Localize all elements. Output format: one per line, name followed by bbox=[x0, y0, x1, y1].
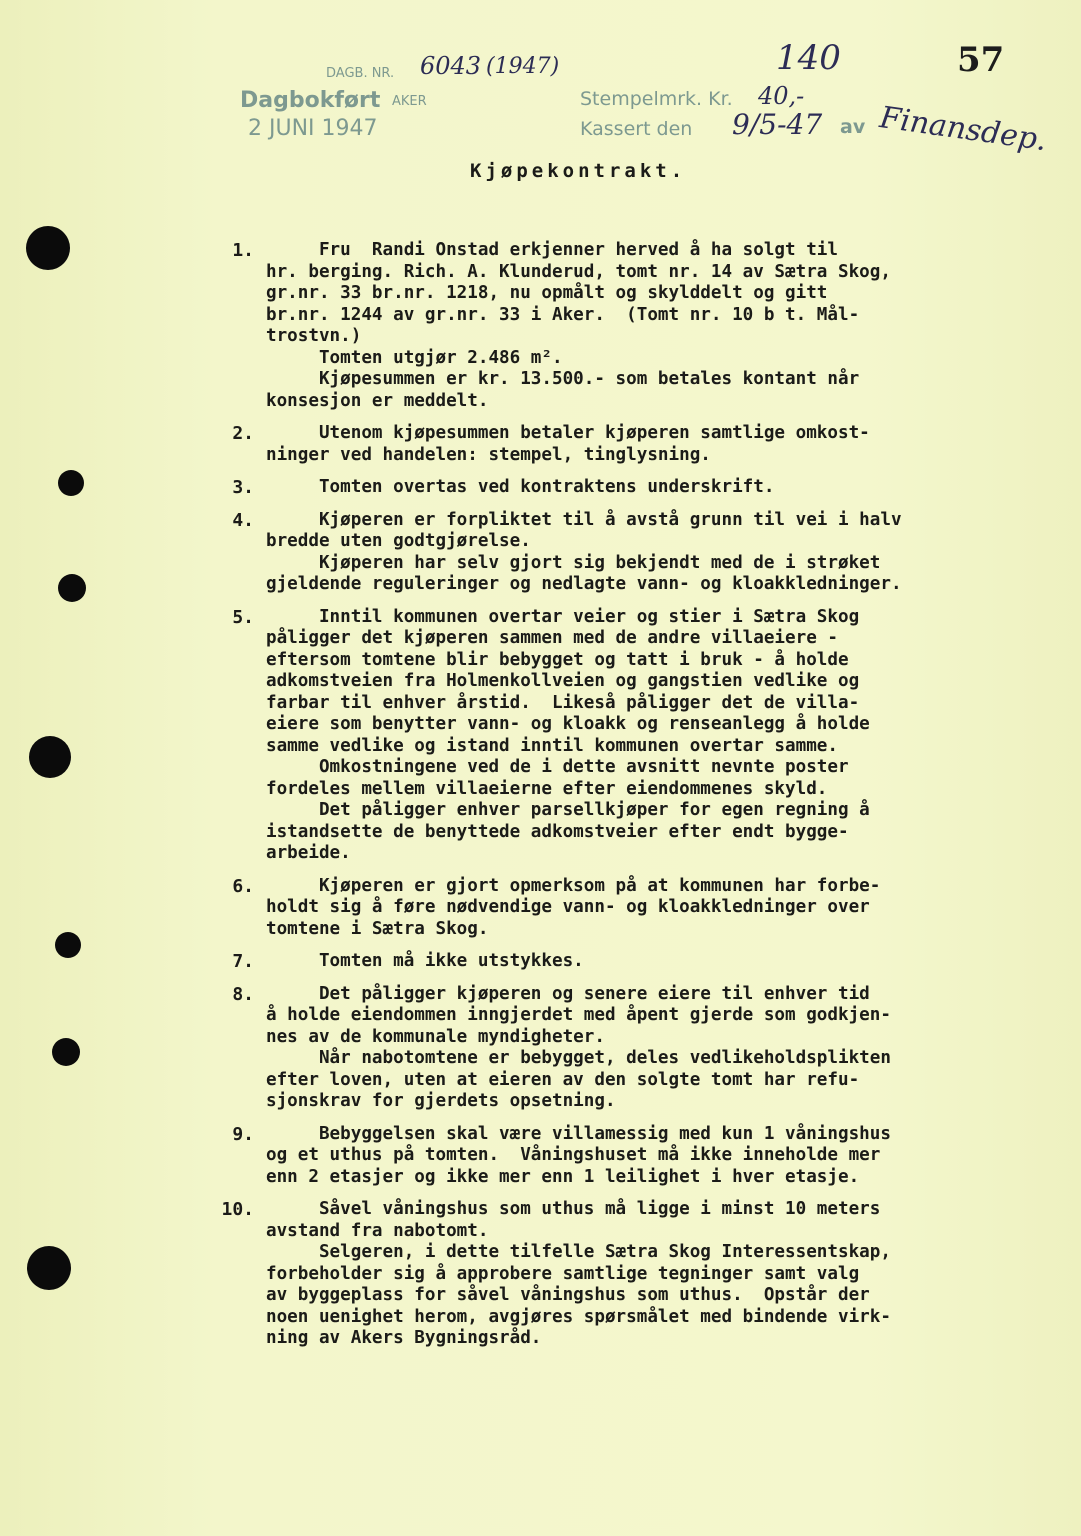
clause-number: 1. bbox=[232, 240, 254, 261]
clause-10 bbox=[0, 1199, 1081, 1350]
clause-number: 5. bbox=[232, 606, 254, 628]
clause-line: forbeholder sig å approbere samtlige tegninger samt valg bbox=[266, 1263, 860, 1284]
clause-line: gr.nr. 33 br.nr. 1218, nu opmålt og skylddelt og gitt bbox=[266, 283, 828, 303]
clause-line: konsesjon er meddelt. bbox=[266, 390, 489, 411]
date-stamp: 2 JUNI 1947 bbox=[248, 116, 378, 141]
clause-number: 7. bbox=[232, 951, 254, 972]
contract-title: Kjøpekontrakt. bbox=[470, 160, 687, 182]
clause-line: Det påligger kjøperen og senere eiere til enhver tid bbox=[266, 983, 870, 1004]
clause-line: bredde uten godtgjørelse. bbox=[266, 531, 531, 551]
clause-3 bbox=[0, 477, 1081, 499]
dagbok-label-stamp: DAGB. NR. bbox=[326, 66, 395, 81]
clause-line: Omkostningene ved de i dette avsnitt nevnte poster bbox=[266, 757, 849, 777]
clause-7 bbox=[0, 951, 1081, 973]
clause-number: 3. bbox=[232, 477, 254, 498]
contract-body bbox=[0, 240, 1081, 1350]
page-number: 57 bbox=[957, 40, 1005, 80]
clause-number: 4. bbox=[232, 509, 254, 531]
clause-line: efter loven, uten at eieren av den solgte tomt har refu- bbox=[266, 1069, 860, 1090]
av-stamp: av bbox=[840, 116, 866, 138]
clause-line: Tomten må ikke utstykkes. bbox=[266, 951, 584, 971]
clause-line: istandsette de benyttede adkomstveier efter endt bygge- bbox=[266, 821, 849, 842]
clause-line: Kjøperen er gjort opmerksom på at kommunen har forbe- bbox=[266, 875, 881, 896]
clause-1 bbox=[0, 240, 1081, 412]
clause-line: enn 2 etasjer og ikke mer enn 1 leilighet i hver etasje. bbox=[266, 1166, 860, 1187]
clause-line: samme vedlike og istand inntil kommunen overtar samme. bbox=[266, 735, 838, 756]
clause-number: 2. bbox=[232, 423, 254, 444]
clause-line: Inntil kommunen overtar veier og stier i Sætra Skog bbox=[266, 606, 860, 627]
kassert-stamp: Kassert den bbox=[580, 118, 693, 140]
clause-line: nes av de kommunale myndigheter. bbox=[266, 1026, 605, 1047]
clause-line: fordeles mellem villaeierne efter eiendommenes skyld. bbox=[266, 778, 828, 799]
clause-line: påligger det kjøperen sammen med de andre villaeiere - bbox=[266, 628, 838, 648]
clause-line: Såvel våningshus som uthus må ligge i minst 10 meters bbox=[266, 1199, 881, 1219]
clause-6 bbox=[0, 876, 1081, 941]
clause-line: holdt sig å føre nødvendige vann- og kloakkledninger over bbox=[266, 897, 870, 917]
clause-line: Kjøperen har selv gjort sig bekjendt med de i strøket bbox=[266, 552, 881, 573]
stempelmerke-stamp: Stempelmrk. Kr. bbox=[580, 88, 733, 110]
clause-line: Bebyggelsen skal være villamessig med kun 1 våningshus bbox=[266, 1123, 891, 1144]
folio-note: 140 bbox=[776, 38, 841, 78]
dagbokfort-stamp: Dagbokført bbox=[240, 88, 381, 113]
clause-line: Kjøpesummen er kr. 13.500.- som betales kontant når bbox=[266, 369, 860, 389]
dagbok-year: (1947) bbox=[486, 54, 560, 79]
clause-line: trostvn.) bbox=[266, 326, 362, 346]
clause-line: å holde eiendommen inngjerdet med åpent gjerde som godkjen- bbox=[266, 1005, 891, 1025]
kassert-date: 9/5-47 bbox=[732, 108, 823, 141]
clause-4 bbox=[0, 510, 1081, 596]
clause-line: eftersom tomtene blir bebygget og tatt i bruk - å holde bbox=[266, 649, 849, 670]
clause-line: Kjøperen er forpliktet til å avstå grunn til vei i halv bbox=[266, 509, 902, 530]
clause-line: og et uthus på tomten. Våningshuset må ikke inneholde mer bbox=[266, 1145, 881, 1165]
finansdep-signature: Finansdep. bbox=[877, 100, 1049, 159]
clause-number: 6. bbox=[232, 875, 254, 897]
clause-number: 9. bbox=[232, 1123, 254, 1145]
clause-line: br.nr. 1244 av gr.nr. 33 i Aker. (Tomt nr. 10 b t. Mål- bbox=[266, 304, 860, 325]
clause-line: Fru Randi Onstad erkjenner herved å ha solgt til bbox=[266, 240, 838, 260]
clause-line: Selgeren, i dette tilfelle Sætra Skog Interessentskap, bbox=[266, 1242, 891, 1262]
clause-line: avstand fra nabotomt. bbox=[266, 1220, 489, 1241]
clause-number: 8. bbox=[232, 983, 254, 1005]
clause-number: 10. bbox=[221, 1199, 254, 1220]
clause-8 bbox=[0, 984, 1081, 1113]
clause-line: Tomten overtas ved kontraktens underskrift. bbox=[266, 477, 775, 497]
stempelmerke-value: 40,- bbox=[758, 82, 805, 110]
clause-line: ninger ved handelen: stempel, tinglysning. bbox=[266, 444, 711, 465]
clause-line: adkomstveien fra Holmenkollveien og gangstien vedlike og bbox=[266, 671, 860, 691]
clause-line: gjeldende reguleringer og nedlagte vann- og kloakkledninger. bbox=[266, 574, 902, 594]
clause-line: tomtene i Sætra Skog. bbox=[266, 918, 489, 939]
clause-line: hr. berging. Rich. A. Klunderud, tomt nr. 14 av Sætra Skog, bbox=[266, 261, 891, 282]
clause-5 bbox=[0, 607, 1081, 865]
clause-line: sjonskrav for gjerdets opsetning. bbox=[266, 1091, 616, 1111]
clause-line: Tomten utgjør 2.486 m². bbox=[266, 347, 563, 368]
clause-line: Det påligger enhver parsellkjøper for egen regning å bbox=[266, 800, 870, 820]
clause-line: arbeide. bbox=[266, 843, 351, 863]
clause-line: farbar til enhver årstid. Likeså påligger det de villa- bbox=[266, 692, 860, 713]
clause-2 bbox=[0, 423, 1081, 466]
clause-9 bbox=[0, 1124, 1081, 1189]
clause-line: Utenom kjøpesummen betaler kjøperen samtlige omkost- bbox=[266, 423, 870, 443]
clause-line: Når nabotomtene er bebygget, deles vedlikeholdsplikten bbox=[266, 1048, 891, 1068]
clause-line: eiere som benytter vann- og kloakk og renseanlegg å holde bbox=[266, 714, 870, 734]
clause-line: noen uenighet herom, avgjøres spørsmålet med bindende virk- bbox=[266, 1306, 891, 1327]
aker-stamp: AKER bbox=[392, 94, 427, 109]
clause-line: ning av Akers Bygningsråd. bbox=[266, 1328, 542, 1348]
dagbok-number: 6043 bbox=[420, 52, 482, 80]
clause-line: av byggeplass for såvel våningshus som uthus. Opstår der bbox=[266, 1285, 870, 1305]
